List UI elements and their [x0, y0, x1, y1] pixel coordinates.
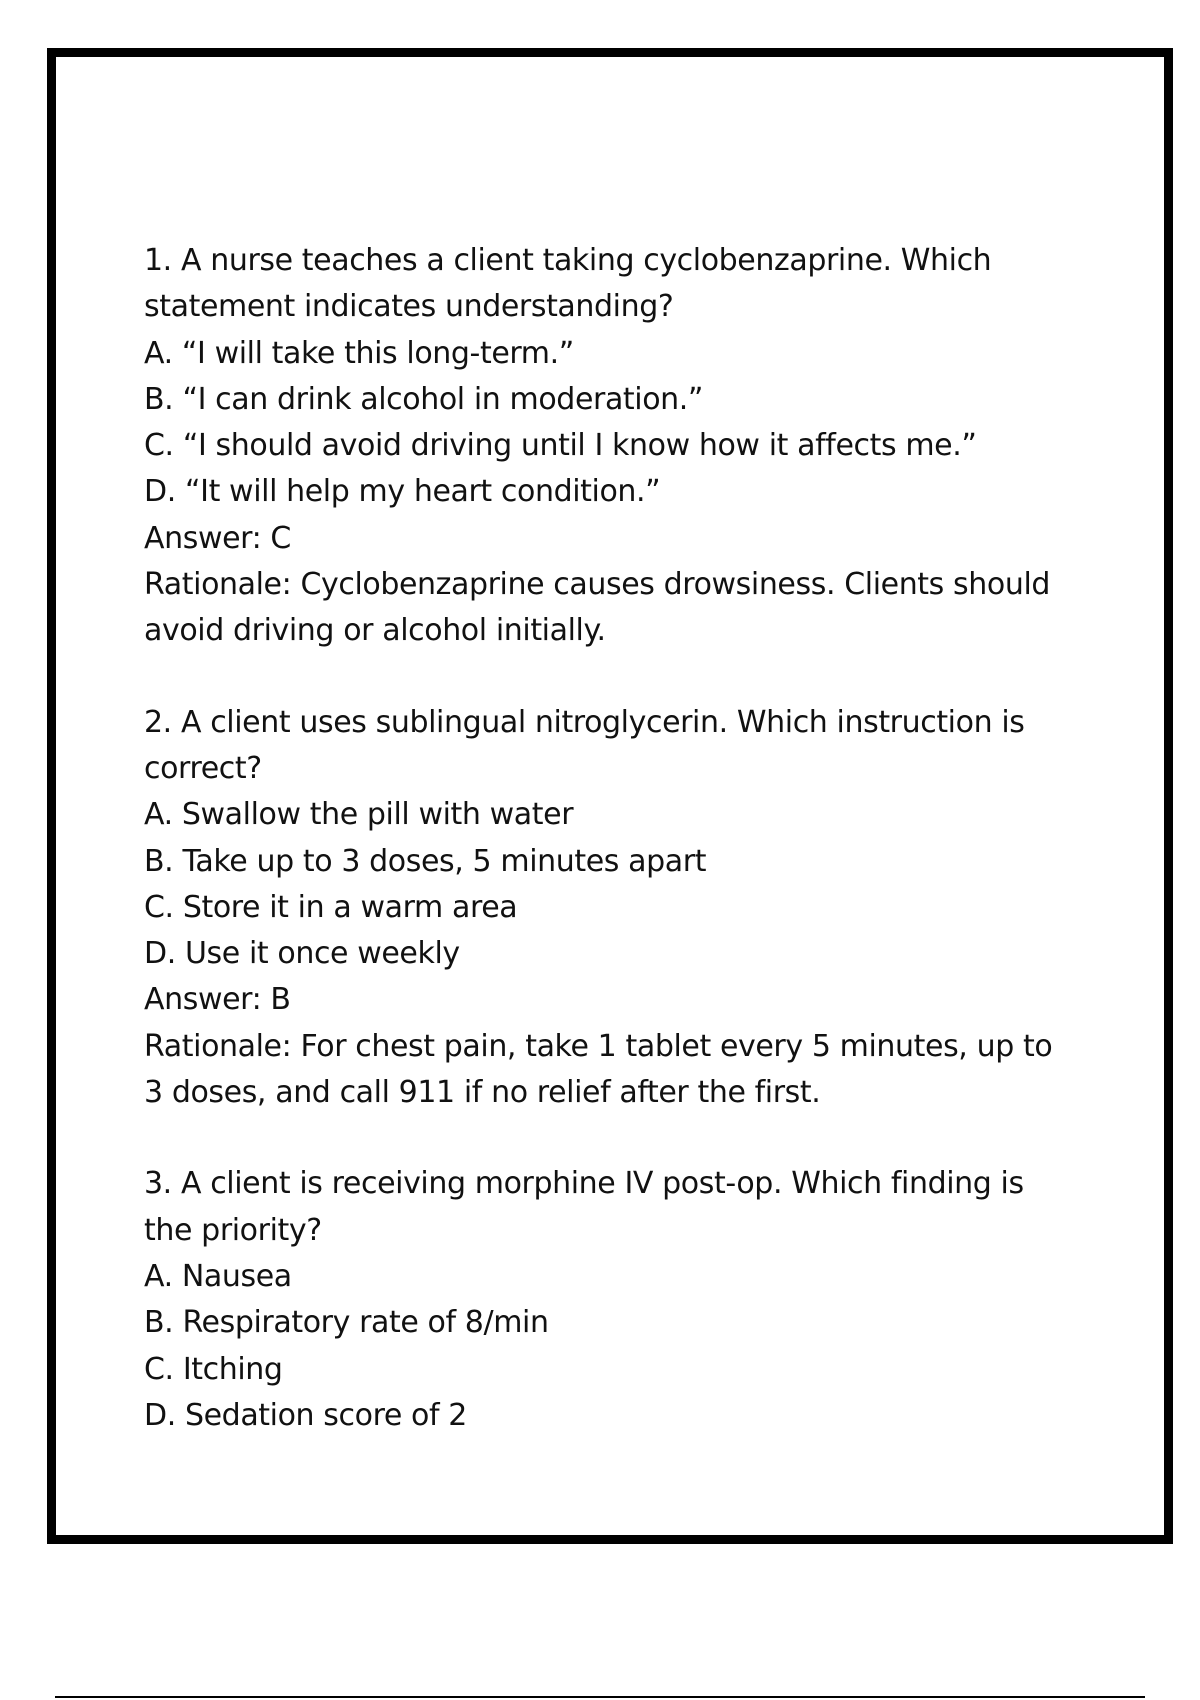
- option-c: C. Itching: [144, 1351, 283, 1387]
- option-d: D. Sedation score of 2: [144, 1397, 467, 1433]
- option-c: C. “I should avoid driving until I know how it affects me.”: [144, 428, 977, 464]
- bottom-divider: [55, 1696, 1145, 1698]
- question-2: [144, 700, 1084, 1117]
- question-3: [144, 1161, 1084, 1439]
- rationale: Rationale: Cyclobenzaprine causes drowsiness. Clients should avoid driving or alcohol initially.: [144, 567, 1051, 649]
- option-a: A. Nausea: [144, 1258, 292, 1294]
- question-list: [144, 238, 1084, 1439]
- option-c: C. Store it in a warm area: [144, 889, 518, 925]
- answer: Answer: B: [144, 982, 291, 1018]
- option-d: D. Use it once weekly: [144, 936, 460, 972]
- question-stem: 2. A client uses sublingual nitroglycerin. Which instruction is correct?: [144, 704, 1025, 786]
- question-stem: 3. A client is receiving morphine IV post-op. Which finding is the priority?: [144, 1166, 1024, 1248]
- option-b: B. “I can drink alcohol in moderation.”: [144, 381, 704, 417]
- option-a: A. “I will take this long-term.”: [144, 335, 574, 371]
- rationale: Rationale: For chest pain, take 1 tablet every 5 minutes, up to 3 doses, and call 911 if no relief after the first.: [144, 1028, 1053, 1111]
- answer: Answer: C: [144, 520, 291, 556]
- option-a: A. Swallow the pill with water: [144, 797, 574, 833]
- question-stem: 1. A nurse teaches a client taking cyclobenzaprine. Which statement indicates understanding?: [144, 243, 992, 325]
- option-d: D. “It will help my heart condition.”: [144, 474, 661, 510]
- question-1: [144, 238, 1084, 655]
- option-b: B. Respiratory rate of 8/min: [144, 1305, 549, 1341]
- option-b: B. Take up to 3 doses, 5 minutes apart: [144, 843, 707, 879]
